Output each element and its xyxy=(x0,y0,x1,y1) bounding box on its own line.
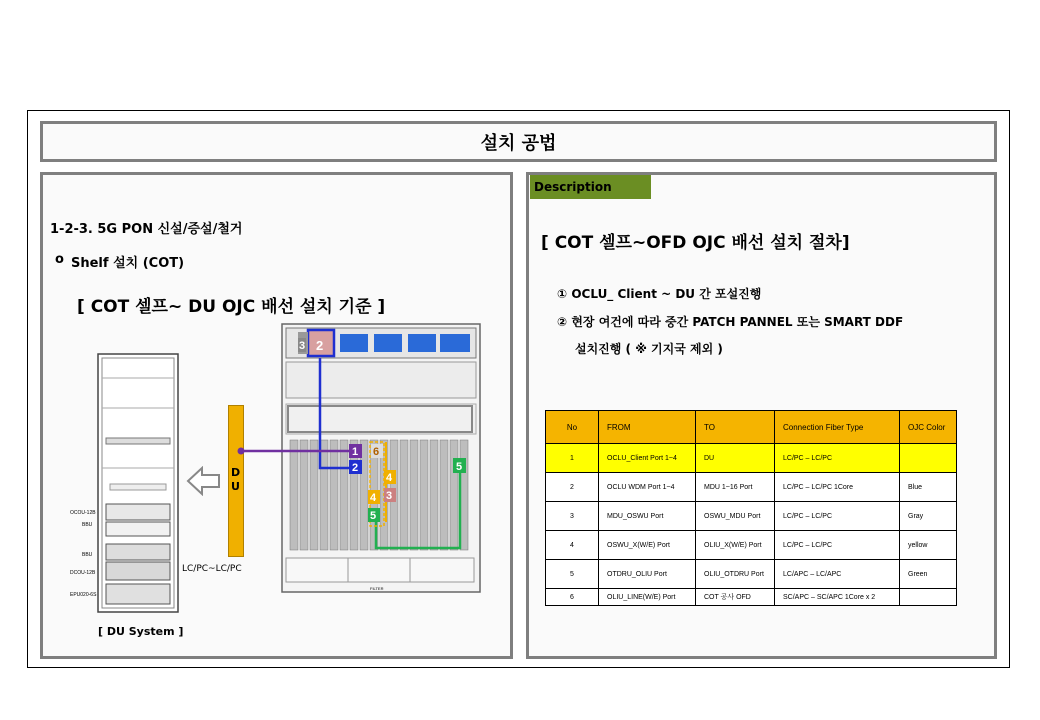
port-num-6: 4 xyxy=(370,492,377,504)
cell-no: 6 xyxy=(546,589,599,606)
section-title: 1-2-3. 5G PON 신설/증설/철거 xyxy=(50,222,243,237)
port-num-9: 5 xyxy=(456,461,463,473)
rack-label-4: EPU020-6S xyxy=(70,592,97,598)
cell-ojc-color xyxy=(900,589,957,606)
header-ojc-color: OJC Color xyxy=(900,411,957,444)
port-num-0: 3 xyxy=(299,340,306,352)
shelf-footer: FILTER xyxy=(370,586,384,591)
bullet-text: Shelf 설치 (COT) xyxy=(71,256,185,271)
du-label: DU xyxy=(231,466,241,493)
cell-to: OLIU_OTDRU Port xyxy=(696,560,775,589)
table-header-row xyxy=(546,411,957,444)
cell-from: OCLU WDM Port 1~4 xyxy=(599,473,696,502)
table-row xyxy=(546,589,957,606)
cell-from: OCLU_Client Port 1~4 xyxy=(599,444,696,473)
du-rack-diagram xyxy=(66,348,182,616)
cell-ojc-color: Gray xyxy=(900,502,957,531)
cell-fiber-type: SC/APC – SC/APC 1Core x 2 xyxy=(775,589,900,606)
cell-ojc-color: yellow xyxy=(900,531,957,560)
cell-no: 1 xyxy=(546,444,599,473)
cell-no: 2 xyxy=(546,473,599,502)
port-num-3: 2 xyxy=(352,462,359,474)
cell-from: MDU_OSWU Port xyxy=(599,502,696,531)
cable-label: LC/PC~LC/PC xyxy=(182,564,242,574)
du-system-caption: [ DU System ] xyxy=(98,625,184,638)
port-num-5: 4 xyxy=(386,472,393,484)
header-to: TO xyxy=(696,411,775,444)
header-no: No xyxy=(546,411,599,444)
cell-to: COT 공사 OFD xyxy=(696,589,775,606)
cell-from: OLIU_LINE(W/E) Port xyxy=(599,589,696,606)
rack-label-1: BBU xyxy=(82,522,93,528)
left-heading: [ COT 셀프~ DU OJC 배선 설치 기준 ] xyxy=(77,297,386,317)
rack-label-2: BBU xyxy=(82,552,93,558)
cell-to: OSWU_MDU Port xyxy=(696,502,775,531)
port-num-2: 1 xyxy=(352,446,359,458)
cell-from: OTDRU_OLIU Port xyxy=(599,560,696,589)
step-1: ① OCLU_ Client ~ DU 간 포설진행 xyxy=(557,287,762,301)
description-tag: Description xyxy=(530,175,651,199)
cell-to: MDU 1~16 Port xyxy=(696,473,775,502)
page-title: 설치 공법 xyxy=(40,121,997,162)
du-connection-line xyxy=(236,446,359,458)
cell-ojc-color xyxy=(900,444,957,473)
header-fiber-type: Connection Fiber Type xyxy=(775,411,900,444)
port-num-1: 2 xyxy=(316,338,324,353)
cell-from: OSWU_X(W/E) Port xyxy=(599,531,696,560)
cell-no: 3 xyxy=(546,502,599,531)
cell-to: OLIU_X(W/E) Port xyxy=(696,531,775,560)
connection-table xyxy=(545,410,957,606)
cell-ojc-color: Green xyxy=(900,560,957,589)
cell-ojc-color: Blue xyxy=(900,473,957,502)
cell-fiber-type: LC/PC – LC/PC xyxy=(775,502,900,531)
cell-no: 5 xyxy=(546,560,599,589)
table-row xyxy=(546,444,957,473)
step-2: ② 현장 여건에 따라 중간 PATCH PANNEL 또는 SMART DDF xyxy=(557,315,904,329)
cell-fiber-type: LC/APC – LC/APC xyxy=(775,560,900,589)
cot-shelf-diagram xyxy=(240,322,485,594)
rack-label-3: DCOU-12B xyxy=(70,570,96,576)
cell-to: DU xyxy=(696,444,775,473)
header-from: FROM xyxy=(599,411,696,444)
arrow-left-icon xyxy=(186,466,222,496)
step-2-continued: 설치진행 ( ※ 기지국 제외 ) xyxy=(575,342,723,356)
cell-fiber-type: LC/PC – LC/PC xyxy=(775,444,900,473)
port-num-8: 5 xyxy=(370,510,377,522)
cell-fiber-type: LC/PC – LC/PC 1Core xyxy=(775,473,900,502)
table-row xyxy=(546,531,957,560)
port-num-4: 6 xyxy=(373,446,380,458)
rack-label-0: OCOU-12B xyxy=(70,510,96,516)
bullet-mark: o xyxy=(55,252,64,267)
port-num-7: 3 xyxy=(386,490,393,502)
table-row xyxy=(546,502,957,531)
cell-fiber-type: LC/PC – LC/PC xyxy=(775,531,900,560)
right-heading: [ COT 셀프~OFD OJC 배선 설치 절차] xyxy=(541,233,850,253)
table-row xyxy=(546,473,957,502)
cell-no: 4 xyxy=(546,531,599,560)
table-row xyxy=(546,560,957,589)
